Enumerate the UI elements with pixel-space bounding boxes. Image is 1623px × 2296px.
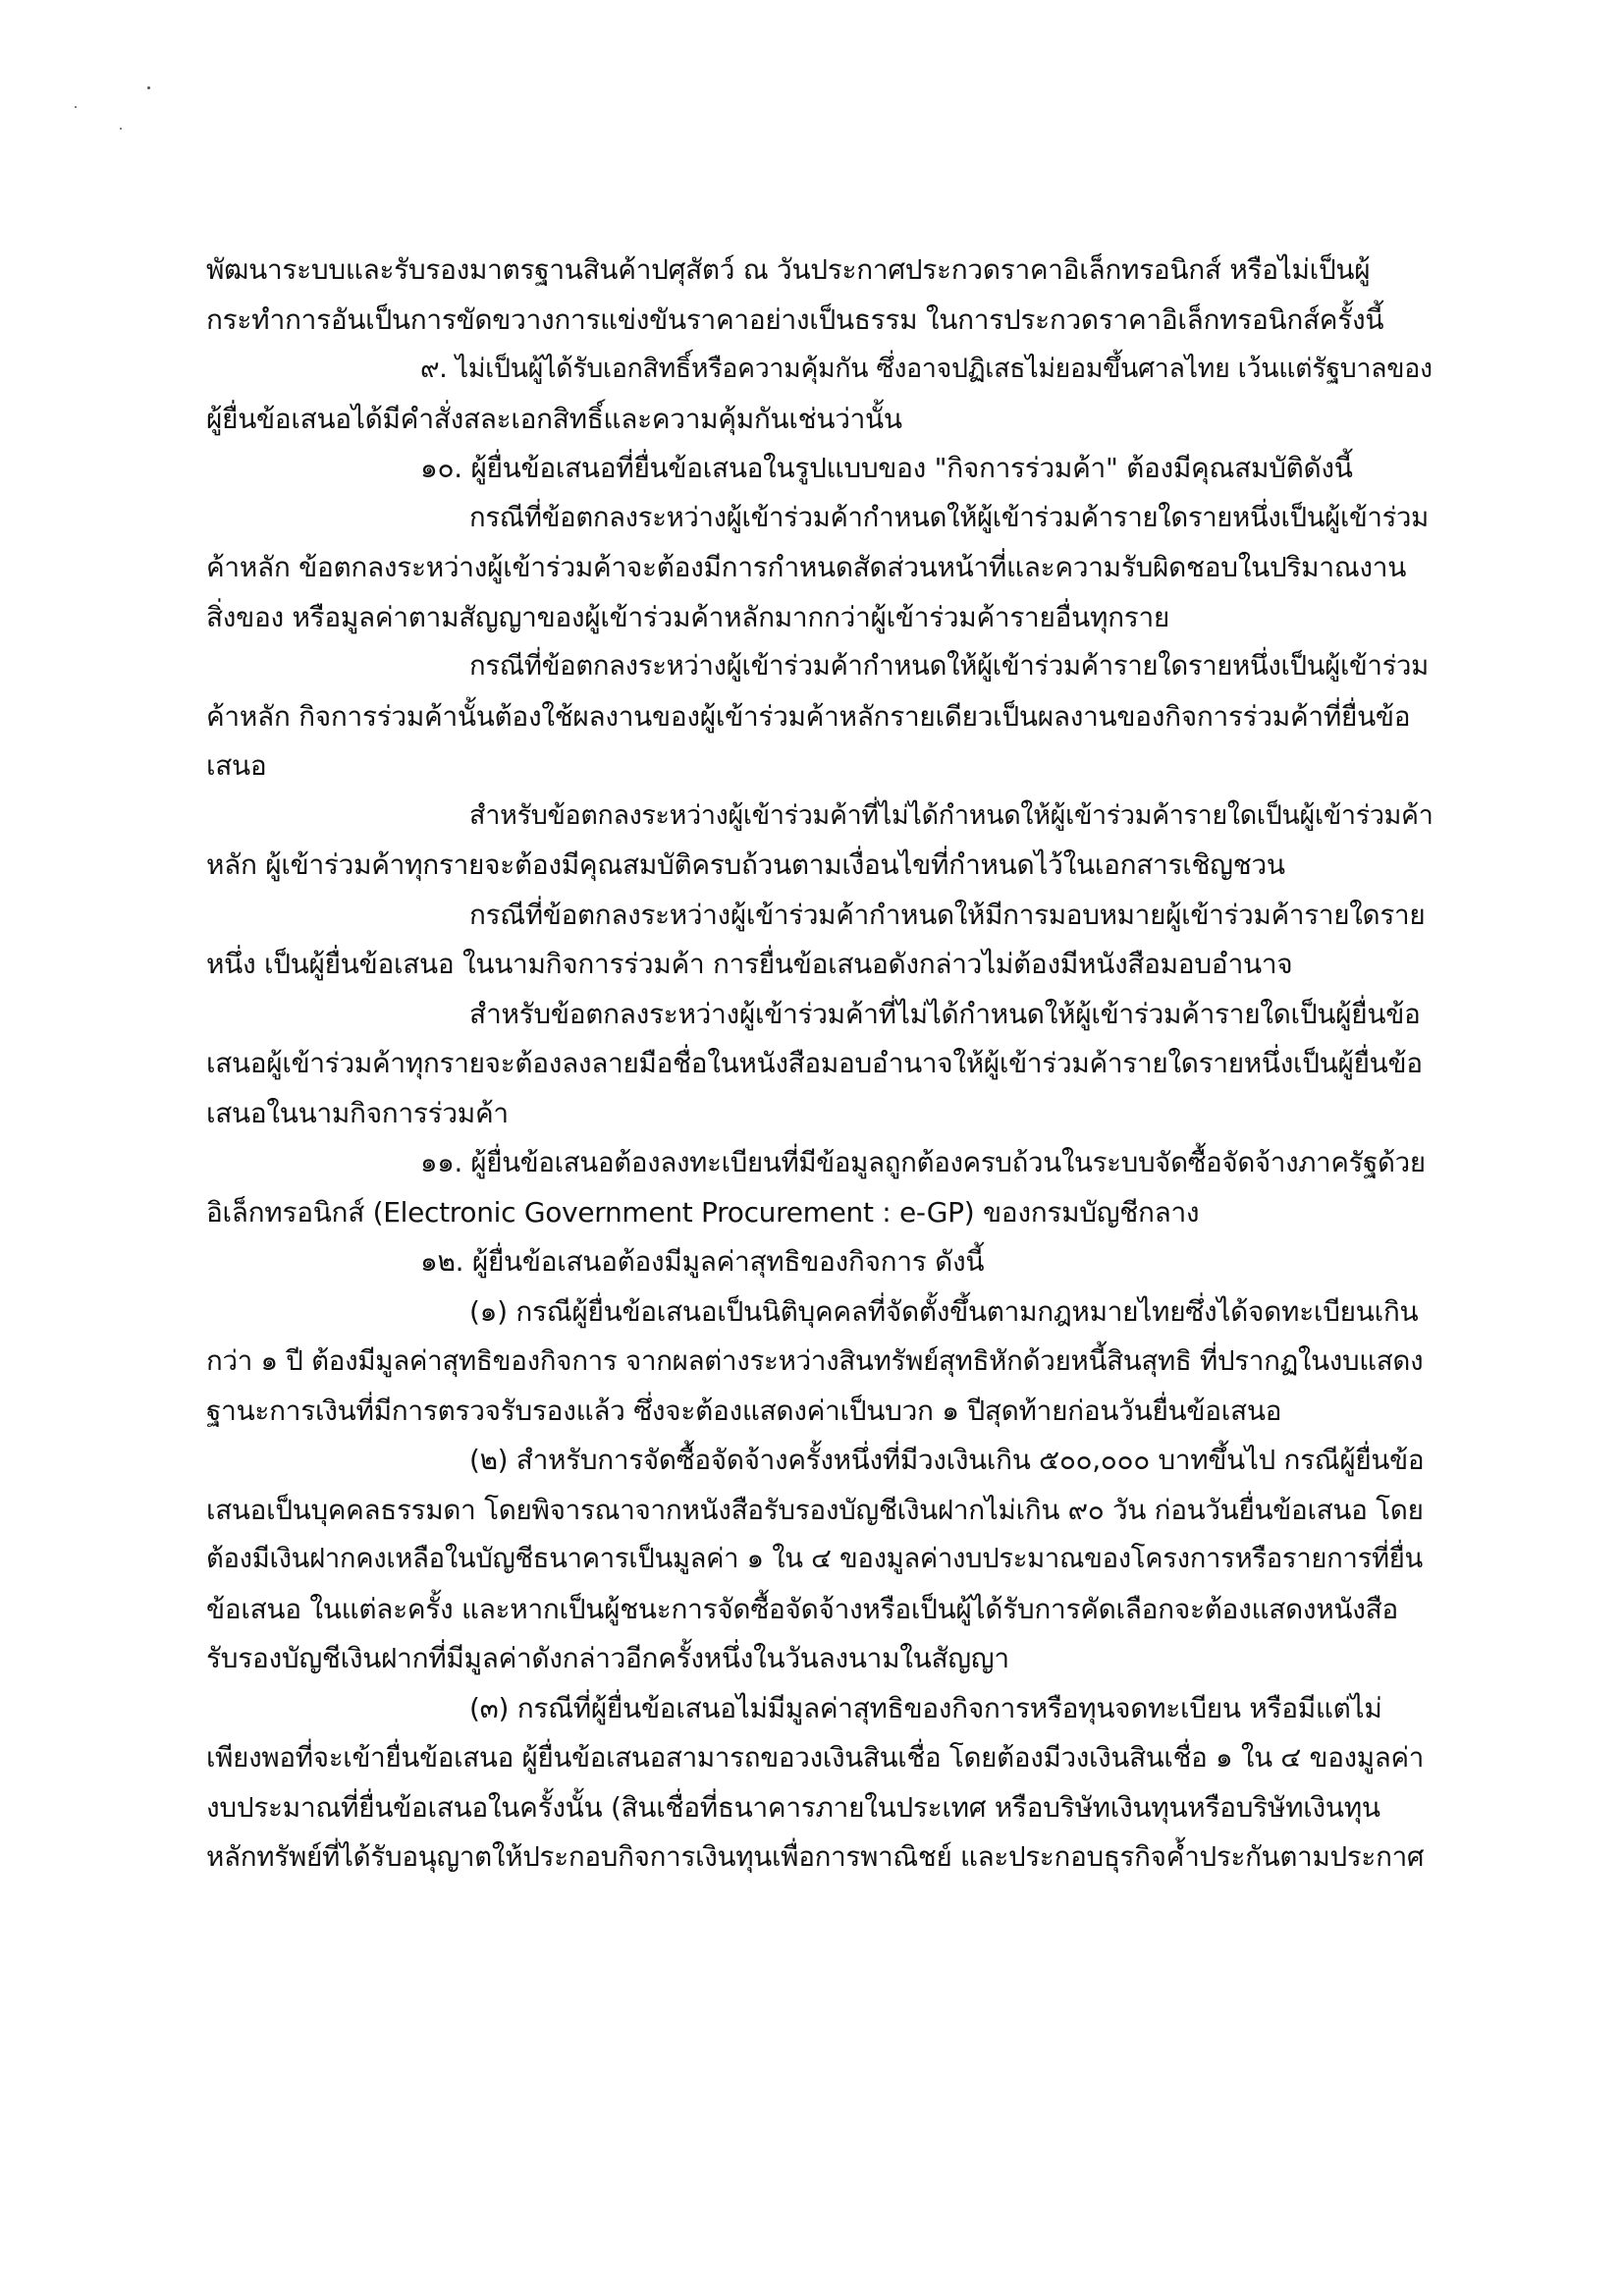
document-line: สำหรับข้อตกลงระหว่างผู้เข้าร่วมค้าที่ไม่ได้กำหนดให้ผู้เข้าร่วมค้ารายใดเป็นผู้เข้าร่วมค้า (469, 799, 1434, 831)
document-line: หลัก ผู้เข้าร่วมค้าทุกรายจะต้องมีคุณสมบัติครบถ้วนตามเงื่อนไขที่กำหนดไว้ในเอกสารเชิญชวน (206, 848, 1285, 881)
document-line: ผู้ยื่นข้อเสนอได้มีคำสั่งสละเอกสิทธิ์และความคุ้มกันเช่นว่านั้น (206, 402, 902, 435)
scan-artifact-dot (120, 128, 122, 130)
document-line: ค้าหลัก กิจการร่วมค้านั้นต้องใช้ผลงานของผู้เข้าร่วมค้าหลักรายเดียวเป็นผลงานของกิจการร่วมค้าที่ยื่นข้อ (206, 699, 1411, 733)
document-line: กระทำการอันเป็นการขัดขวางการแข่งขันราคาอย่างเป็นธรรม ในการประกวดราคาอิเล็กทรอนิกส์ครั้งนี้ (206, 302, 1384, 336)
document-line: อิเล็กทรอนิกส์ (Electronic Government Procurement : e-GP) ของกรมบัญชีกลาง (206, 1195, 1200, 1229)
document-line: รับรองบัญชีเงินฝากที่มีมูลค่าดังกล่าวอีกครั้งหนึ่งในวันลงนามในสัญญา (206, 1642, 1009, 1674)
document-line: สำหรับข้อตกลงระหว่างผู้เข้าร่วมค้าที่ไม่ได้กำหนดให้ผู้เข้าร่วมค้ารายใดเป็นผู้ยื่นข้อ (469, 997, 1421, 1030)
document-line: ต้องมีเงินฝากคงเหลือในบัญชีธนาคารเป็นมูลค่า ๑ ใน ๔ ของมูลค่างบประมาณของโครงการหรือรายการที่ยื่น (206, 1544, 1423, 1574)
document-line: ๙. ไม่เป็นผู้ได้รับเอกสิทธิ์หรือความคุ้มกัน ซึ่งอาจปฏิเสธไม่ยอมขึ้นศาลไทย เว้นแต่รัฐบาลของ (420, 354, 1433, 384)
document-line: เสนอ (206, 749, 267, 782)
document-line: เพียงพอที่จะเข้ายื่นข้อเสนอ ผู้ยื่นข้อเสนอสามารถขอวงเงินสินเชื่อ โดยต้องมีวงเงินสินเชื่อ ๑ ใน ๔ ของมูลค่า (206, 1741, 1425, 1774)
document-line: หลักทรัพย์ที่ได้รับอนุญาตให้ประกอบกิจการเงินทุนเพื่อการพาณิชย์ และประกอบธุรกิจค้ำประกันตามประกาศ (206, 1840, 1425, 1873)
document-line: พัฒนาระบบและรับรองมาตรฐานสินค้าปศุสัตว์ ณ วันประกาศประกวดราคาอิเล็กทรอนิกส์ หรือไม่เป็นผู้ (206, 253, 1371, 286)
document-line: (๒) สำหรับการจัดซื้อจัดจ้างครั้งหนึ่งที่มีวงเงินเกิน ๕๐๐,๐๐๐ บาทขึ้นไป กรณีผู้ยื่นข้อ (469, 1444, 1425, 1476)
document-line: สิ่งของ หรือมูลค่าตามสัญญาของผู้เข้าร่วมค้าหลักมากกว่าผู้เข้าร่วมค้ารายอื่นทุกราย (206, 600, 1170, 633)
document-line: กรณีที่ข้อตกลงระหว่างผู้เข้าร่วมค้ากำหนดให้ผู้เข้าร่วมค้ารายใดรายหนึ่งเป็นผู้เข้าร่วม (469, 502, 1429, 533)
document-line: ๑๐. ผู้ยื่นข้อเสนอที่ยื่นข้อเสนอในรูปแบบของ "กิจการร่วมค้า" ต้องมีคุณสมบัติดังนี้ (420, 452, 1353, 484)
scan-artifact-dot (147, 86, 150, 89)
document-line: ข้อเสนอ ในแต่ละครั้ง และหากเป็นผู้ชนะการจัดซื้อจัดจ้างหรือเป็นผู้ได้รับการคัดเลือกจะต้องแสดงหนังสือ (206, 1592, 1398, 1625)
document-line: กรณีที่ข้อตกลงระหว่างผู้เข้าร่วมค้ากำหนดให้มีการมอบหมายผู้เข้าร่วมค้ารายใดราย (469, 898, 1426, 931)
document-line: งบประมาณที่ยื่นข้อเสนอในครั้งนั้น (สินเชื่อที่ธนาคารภายในประเทศ หรือบริษัทเงินทุนหรือบริษัทเงินทุน (206, 1790, 1380, 1824)
document-line: กรณีที่ข้อตกลงระหว่างผู้เข้าร่วมค้ากำหนดให้ผู้เข้าร่วมค้ารายใดรายหนึ่งเป็นผู้เข้าร่วม (469, 651, 1429, 682)
document-line: เสนอผู้เข้าร่วมค้าทุกรายจะต้องลงลายมือชื่อในหนังสือมอบอำนาจให้ผู้เข้าร่วมค้ารายใดรายหนึ่งเป็นผู้ยื่นข้อ (206, 1047, 1423, 1079)
document-line: ค้าหลัก ข้อตกลงระหว่างผู้เข้าร่วมค้าจะต้องมีการกำหนดสัดส่วนหน้าที่และความรับผิดชอบในปริมาณงาน (206, 551, 1407, 583)
document-line: เสนอเป็นบุคคลธรรมดา โดยพิจารณาจากหนังสือรับรองบัญชีเงินฝากไม่เกิน ๙๐ วัน ก่อนวันยื่นข้อเสนอ โดย (206, 1493, 1424, 1526)
document-line: ๑๒. ผู้ยื่นข้อเสนอต้องมีมูลค่าสุทธิของกิจการ ดังนี้ (420, 1245, 985, 1278)
document-line: (๑) กรณีผู้ยื่นข้อเสนอเป็นนิติบุคคลที่จัดตั้งขึ้นตามกฎหมายไทยซึ่งได้จดทะเบียนเกิน (469, 1294, 1419, 1328)
document-line: กว่า ๑ ปี ต้องมีมูลค่าสุทธิของกิจการ จากผลต่างระหว่างสินทรัพย์สุทธิหักด้วยหนี้สินสุทธิ ที่ปรากฏในงบแสดง (206, 1344, 1424, 1377)
document-line: ๑๑. ผู้ยื่นข้อเสนอต้องลงทะเบียนที่มีข้อมูลถูกต้องครบถ้วนในระบบจัดซื้อจัดจ้างภาครัฐด้วย (420, 1146, 1426, 1178)
document-line: เสนอในนามกิจการร่วมค้า (206, 1096, 509, 1129)
document-body (206, 246, 1434, 1883)
document-line: ฐานะการเงินที่มีการตรวจรับรองแล้ว ซึ่งจะต้องแสดงค่าเป็นบวก ๑ ปีสุดท้ายก่อนวันยื่นข้อเสนอ (206, 1394, 1282, 1427)
document-line: (๓) กรณีที่ผู้ยื่นข้อเสนอไม่มีมูลค่าสุทธิของกิจการหรือทุนจดทะเบียน หรือมีแต่ไม่ (469, 1691, 1382, 1724)
document-line: หนึ่ง เป็นผู้ยื่นข้อเสนอ ในนามกิจการร่วมค้า การยื่นข้อเสนอดังกล่าวไม่ต้องมีหนังสือมอบอำนาจ (206, 948, 1293, 980)
scan-artifact-dot (75, 106, 77, 108)
